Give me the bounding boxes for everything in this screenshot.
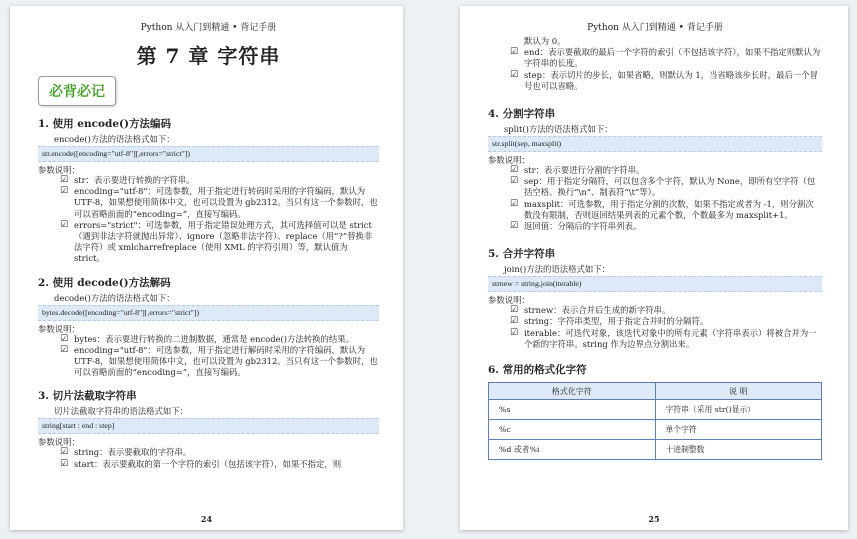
list-item: ☑ errors="strict"：可选参数，用于指定错误处理方式，其可选择值可以是 strict（遇到非法字符就抛出异常）、ignore（忽略非法字符）、replace（用“?”替换非法字符）或 xmlcharrefreplace（使用 XML 的字符引用）等，默认值为 strict。 [60,219,373,264]
checkbox-icon: ☑ [60,175,69,185]
table-header-cell: 说 明 [655,383,822,400]
table-cell: 单个字符 [655,420,822,440]
syntax-intro: join()方法的语法格式如下： [504,264,610,275]
checkbox-icon: ☑ [510,47,519,58]
format-table [488,382,822,460]
checkbox-icon: ☑ [60,458,69,469]
running-header: Python 从入门到精通 • 背记手册 [587,23,723,33]
section-format-chars [488,362,822,460]
table-header-row [489,383,822,400]
param-label: 参数说明： [488,295,530,306]
list-item: ☑ start：表示要截取的第一个字符的索引（包括该字符），如果不指定，则 [60,458,342,469]
section-decode [38,275,379,379]
continued-text: 默认为 0。 [524,36,566,46]
param-label: 参数说明： [38,437,80,448]
param-label: 参数说明： [38,323,80,334]
param-list [488,305,822,350]
checkbox-icon: ☑ [60,344,69,355]
continued-list [488,47,822,92]
table-cell: %c [489,420,656,440]
checkbox-icon: ☑ [60,186,69,197]
page-number: 24 [200,514,213,524]
checkbox-icon: ☑ [510,327,519,338]
table-header-cell: 格式化字符 [489,383,656,400]
section-heading: 6. 常用的格式化字符 [488,364,587,377]
left-page [10,6,403,530]
param-list [38,447,379,469]
param-list [38,334,379,379]
list-item: ☑ encoding="utf-8"：可选参数，用于指定进行解码时采用的字符编码，默认为 UTF-8，如果想使用简体中文，也可以设置为 gb2312。当只有这一个参数时，也可以省略前面的“encoding=”，直接写编码。 [60,344,378,378]
syntax-code: str.split(sep, maxsplit) [488,136,822,152]
checkbox-icon: ☑ [510,69,519,80]
section-heading: 4. 分割字符串 [488,108,556,121]
table-cell: %d 或者%i [489,440,656,460]
list-item: ☑ step：表示切片的步长，如果省略，则默认为 1，当省略该步长时，最后一个冒号也可以省略。 [510,69,818,91]
checkbox-icon: ☑ [510,221,519,232]
section-encode [38,116,379,265]
list-item: ☑ string：表示要截取的字符串。 [60,447,192,458]
list-item: ☑ str：表示要进行转换的字符串。 [60,175,195,185]
checkbox-icon: ☑ [510,316,519,327]
section-heading: 1. 使用 encode()方法编码 [38,118,171,130]
page-number: 25 [648,514,660,524]
section-slice [38,388,379,469]
list-item: ☑ end：表示要截取的最后一个字符的索引（不包括该字符），如果不指定则默认为字符串的长度。 [510,47,821,69]
list-item: ☑ iterable：可迭代对象，该迭代对象中的所有元素（字符串表示）将被合并为一个新的字符串。string 作为边界点分割出来。 [510,327,817,349]
list-item: ☑ bytes：表示要进行转换的二进制数据，通常是 encode()方法转换的结果。 [60,333,355,344]
section-heading: 3. 切片法截取字符串 [38,390,137,403]
table-row [489,440,822,460]
must-memorize-badge: 必背必记 [38,76,116,106]
section-split [488,106,822,232]
list-item: ☑ encoding="utf-8"：可选参数，用于指定进行转码时采用的字符编码，默认为 UTF-8，如果想使用简体中文，也可以设置为 gb2312。当只有这一个参数时，也可以省略前面的“encoding=”，直接写编码。 [60,186,378,219]
list-item: ☑ 返回值：分隔后的字符串列表。 [510,221,642,232]
syntax-intro: encode()方法的语法格式如下： [54,134,175,144]
table-cell: %s [489,400,656,420]
chapter-title: 第 7 章 字符串 [136,44,281,68]
section-join [488,246,822,350]
running-header: Python 从入门到精通 • 背记手册 [140,23,277,33]
syntax-intro: split()方法的语法格式如下： [504,124,613,135]
checkbox-icon: ☑ [60,447,69,458]
checkbox-icon: ☑ [510,176,519,187]
list-item: ☑ strnew：表示合并后生成的新字符串。 [510,305,671,316]
param-label: 参数说明： [488,155,530,166]
syntax-code: str.encode([encoding="utf-8"][,errors="strict"]) [38,146,379,162]
param-list [488,165,822,232]
syntax-intro: decode()方法的语法格式如下： [54,292,175,303]
param-list [38,175,379,265]
table-cell: 十进制整数 [655,440,822,460]
list-item: ☑ str：表示要进行分割的字符串。 [510,165,645,176]
table-row [489,400,822,420]
list-item: ☑ sep：用于指定分隔符，可以包含多个字符，默认为 None，即所有空字符（包括空格、换行“\n”、制表符“\t”等）。 [510,176,816,198]
table-row [489,420,822,440]
syntax-code: strnew = string.join(iterable) [488,276,822,292]
checkbox-icon: ☑ [510,198,519,209]
list-item: ☑ string：字符串类型，用于指定合并时的分隔符。 [510,316,709,327]
section-heading: 5. 合并字符串 [488,248,556,261]
table-cell: 字符串（采用 str()显示） [655,400,822,420]
syntax-code: bytes.decode([encoding="utf-8"][,errors="strict"]) [38,305,379,321]
section-heading: 2. 使用 decode()方法解码 [38,276,171,289]
syntax-code: string[start : end : step] [38,418,379,434]
checkbox-icon: ☑ [510,165,519,176]
checkbox-icon: ☑ [510,305,519,316]
checkbox-icon: ☑ [60,333,69,344]
syntax-intro: 切片法截取字符串的语法格式如下： [54,406,188,417]
checkbox-icon: ☑ [60,219,69,230]
list-item: ☑ maxsplit：可选参数，用于指定分割的次数，如果不指定或者为 -1，则分割次数没有限制，否则返回结果列表的元素个数，个数最多为 maxsplit+1。 [510,198,814,220]
param-label: 参数说明： [38,165,80,175]
right-page [460,6,848,530]
